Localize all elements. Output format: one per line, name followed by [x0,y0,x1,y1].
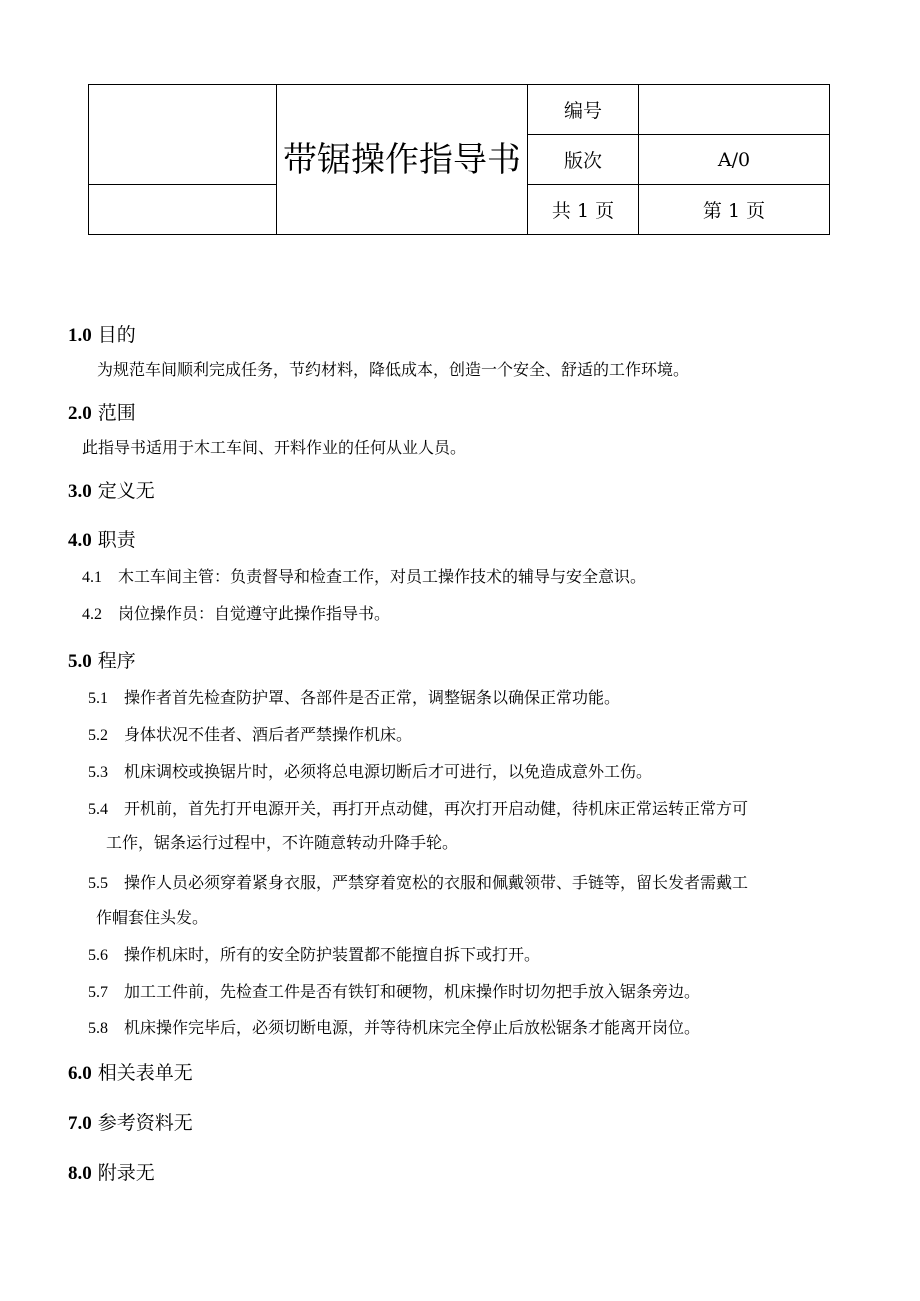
section-heading-references [68,1108,193,1135]
document-title: 带锯操作指导书 [277,85,528,235]
item-number: 4.2 [82,606,102,623]
section-number: 3.0 [68,481,92,502]
page-value: 第 1 页 [639,185,830,235]
section-title: 附录无 [97,1162,155,1184]
section-title: 程序 [97,650,136,672]
purpose-text: 为规范车间顺利完成任务，节约材料，降低成本，创造一个安全、舒适的工作环境。 [97,360,690,379]
item-text: 机床调校或换锯片时，必须将总电源切断后才可进行，以免造成意外工伤。 [124,762,653,781]
section-title: 目的 [97,324,136,346]
item-text: 岗位操作员：自觉遵守此操作指导书。 [118,604,391,623]
item-text: 机床操作完毕后，必须切断电源，并等待机床完全停止后放松锯条才能离开岗位。 [124,1018,701,1037]
section-heading-responsibility [68,525,136,552]
section-title: 职责 [97,529,136,551]
item-text: 身体状况不佳者、酒后者严禁操作机床。 [124,725,413,744]
scope-text: 此指导书适用于木工车间、开料作业的任何从业人员。 [82,438,467,457]
blank-cell [89,185,277,235]
version-value: A/0 [639,135,830,185]
section-heading-scope [68,398,136,425]
section-title: 范围 [97,402,136,424]
section-heading-forms [68,1058,193,1085]
section-title: 参考资料无 [97,1112,193,1134]
item-number: 5.3 [88,764,108,781]
list-item [82,601,390,624]
section-heading-definition [68,476,155,503]
item-number: 5.4 [88,801,108,818]
section-title: 相关表单无 [97,1062,193,1084]
item-text: 操作机床时，所有的安全防护装置都不能擅自拆下或打开。 [124,945,541,964]
list-item [88,685,620,708]
list-item [88,796,748,819]
section-number: 5.0 [68,651,92,672]
item-text: 操作者首先检查防护罩、各部件是否正常，调整锯条以确保正常功能。 [124,688,621,707]
list-item-continuation: 作帽套住头发。 [96,908,209,927]
list-item [88,759,652,782]
section-heading-purpose [68,320,136,347]
list-item [88,722,412,745]
item-text: 木工车间主管：负责督导和检查工作，对员工操作技术的辅导与安全意识。 [118,567,647,586]
document-header-table [88,84,830,235]
number-value [639,85,830,135]
item-number: 5.2 [88,727,108,744]
item-number: 4.1 [82,569,102,586]
item-text: 加工工件前，先检查工件是否有铁钉和硬物，机床操作时切勿把手放入锯条旁边。 [124,982,701,1001]
section-title: 定义无 [97,480,155,502]
item-number: 5.6 [88,947,108,964]
item-number: 5.5 [88,875,108,892]
item-text: 操作人员必须穿着紧身衣服，严禁穿着宽松的衣服和佩戴领带、手链等，留长发者需戴工 [124,873,749,892]
section-number: 6.0 [68,1063,92,1084]
section-heading-procedure [68,646,136,673]
section-number: 7.0 [68,1113,92,1134]
item-number: 5.8 [88,1020,108,1037]
item-text: 开机前，首先打开电源开关，再打开点动健，再次打开启动健，待机床正常运转正常方可 [124,799,749,818]
section-heading-appendix [68,1158,155,1185]
total-pages-label: 共 1 页 [528,185,639,235]
list-item [88,1015,700,1038]
section-number: 4.0 [68,530,92,551]
list-item [88,942,540,965]
section-number: 1.0 [68,325,92,346]
item-number: 5.7 [88,984,108,1001]
logo-cell [89,85,277,185]
list-item-continuation: 工作，锯条运行过程中，不许随意转动升降手轮。 [106,833,459,852]
list-item [82,564,646,587]
list-item [88,979,700,1002]
item-number: 5.1 [88,690,108,707]
version-label: 版次 [528,135,639,185]
list-item [88,870,748,893]
number-label: 编号 [528,85,639,135]
section-number: 2.0 [68,403,92,424]
section-number: 8.0 [68,1163,92,1184]
